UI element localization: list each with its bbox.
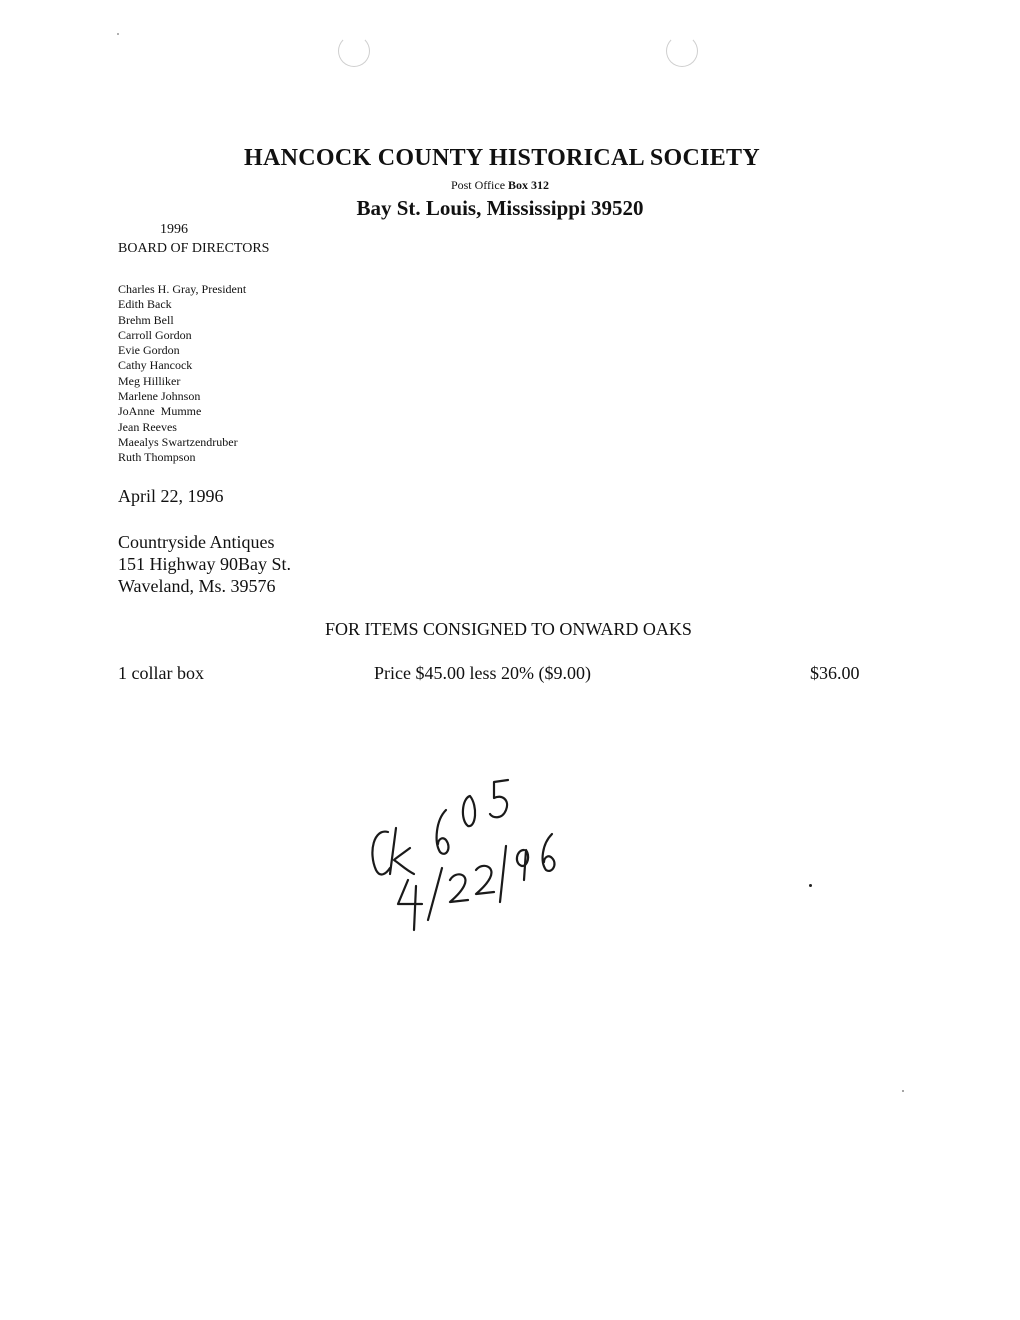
- punch-hole-right: [666, 35, 698, 67]
- board-member: Charles H. Gray, President: [118, 282, 247, 296]
- city-line: Bay St. Louis, Mississippi 39520: [356, 196, 644, 220]
- board-member: Brehm Bell: [118, 312, 174, 327]
- board-member: Meg Hilliker: [118, 373, 181, 388]
- po-box-number: Box 312: [508, 178, 550, 192]
- scan-speck: [117, 33, 119, 35]
- board-member: Evie Gordon: [118, 343, 180, 358]
- scan-speck: [809, 884, 812, 887]
- board-title: BOARD OF DIRECTORS: [118, 241, 270, 256]
- punch-hole-left: [338, 35, 370, 67]
- board-member: JoAnne Mumme: [118, 404, 202, 419]
- recipient-address: [118, 531, 291, 597]
- board-member: Carroll Gordon: [118, 327, 192, 342]
- consignment-heading: FOR ITEMS CONSIGNED TO ONWARD OAKS: [325, 619, 692, 639]
- board-member: Marlene Johnson: [118, 389, 201, 404]
- po-box-line: [0, 178, 1000, 193]
- board-member: Jean Reeves: [118, 419, 177, 434]
- recipient-street: 151 Highway 90Bay St.: [118, 554, 291, 574]
- board-member: Edith Back: [118, 297, 172, 312]
- board-year: 1996: [160, 222, 188, 237]
- item-description: 1 collar box: [118, 663, 204, 683]
- po-box-label: Post Office: [450, 178, 509, 192]
- scan-speck: [902, 1090, 904, 1092]
- letter-date: April 22, 1996: [118, 486, 224, 506]
- item-price-note: Price $45.00 less 20% ($9.00): [374, 663, 591, 683]
- organization-name: HANCOCK COUNTY HISTORICAL SOCIETY: [244, 145, 760, 171]
- board-member-list: [118, 282, 246, 466]
- recipient-city: Waveland, Ms. 39576: [118, 576, 276, 596]
- board-member: Maealys Swartzendruber: [118, 434, 238, 449]
- item-total: $36.00: [810, 663, 860, 683]
- handwritten-check-note: [360, 770, 580, 950]
- board-member: Ruth Thompson: [118, 450, 196, 465]
- board-member: Cathy Hancock: [118, 358, 193, 373]
- recipient-name: Countryside Antiques: [118, 532, 275, 552]
